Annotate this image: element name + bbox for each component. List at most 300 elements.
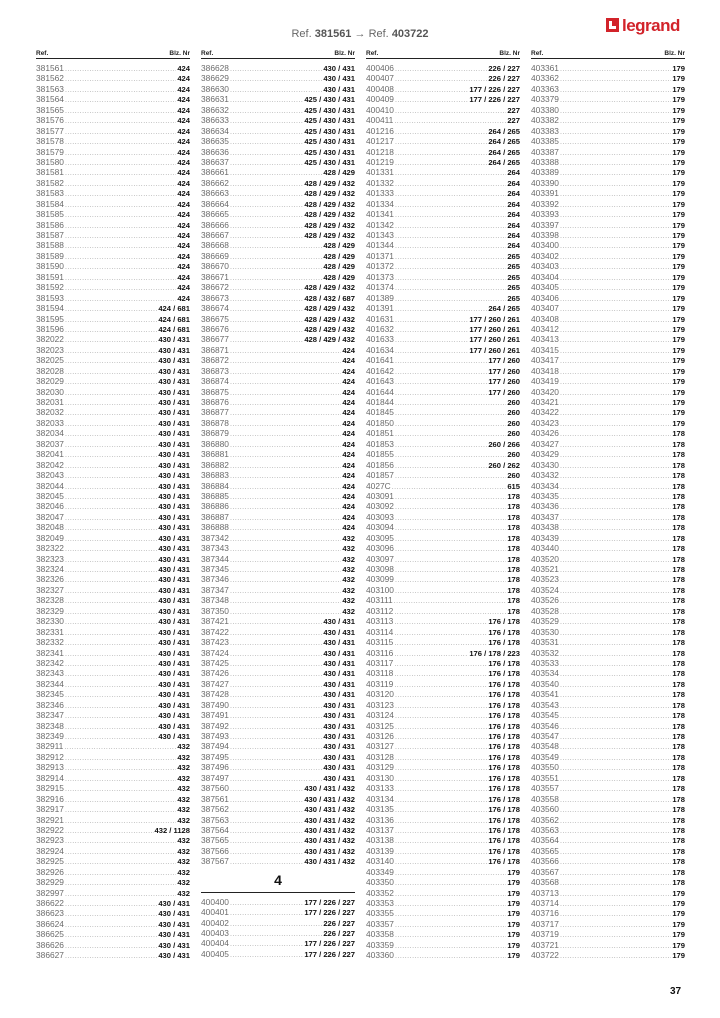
list-item xyxy=(366,815,520,825)
dot-leader xyxy=(395,274,506,284)
list-item xyxy=(366,522,520,532)
page-reference: 424 xyxy=(342,377,355,387)
range-arrow-icon: → xyxy=(354,28,366,40)
page-reference: 432 xyxy=(342,565,355,574)
dot-leader xyxy=(230,253,322,263)
reference-number: 401844 xyxy=(366,397,394,407)
dot-leader xyxy=(64,743,176,753)
dot-leader xyxy=(65,952,157,962)
list-item xyxy=(531,303,685,313)
list-item xyxy=(36,867,190,877)
dot-leader xyxy=(395,409,506,419)
reference-number: 403526 xyxy=(531,595,559,606)
list-item xyxy=(201,752,355,762)
list-item xyxy=(531,606,685,616)
list-item xyxy=(36,345,190,355)
reference-number: 401333 xyxy=(366,188,394,199)
page-reference: 179 xyxy=(672,345,685,355)
dot-leader xyxy=(230,409,341,419)
page-reference: 430 / 431 xyxy=(158,523,190,533)
page-reference: 424 xyxy=(177,199,190,209)
list-item xyxy=(36,825,190,835)
reference-number: 382328 xyxy=(36,595,64,606)
reference-column-1 xyxy=(36,48,190,961)
reference-number: 387563 xyxy=(201,814,229,825)
page-reference: 178 xyxy=(672,533,685,543)
reference-number: 403363 xyxy=(531,83,559,94)
list-item xyxy=(36,940,190,950)
reference-number: 403524 xyxy=(531,584,559,595)
reference-number: 386671 xyxy=(201,271,229,282)
page-reference: 178 xyxy=(672,805,685,815)
page-reference: 178 xyxy=(672,815,685,825)
page-reference: 178 xyxy=(672,648,685,658)
reference-number: 403523 xyxy=(531,574,559,585)
dot-leader xyxy=(230,848,303,858)
dot-leader xyxy=(65,190,176,200)
reference-number: 381582 xyxy=(36,177,64,188)
list-item xyxy=(366,157,520,167)
page-reference: 226 / 227 xyxy=(323,918,355,928)
list-item xyxy=(366,491,520,501)
reference-number: 386637 xyxy=(201,156,229,167)
page-reference: 428 / 429 / 432 xyxy=(304,314,355,324)
reference-number: 403438 xyxy=(531,522,559,533)
page-reference: 179 xyxy=(672,293,685,303)
list-item xyxy=(531,689,685,699)
page-reference: 265 xyxy=(507,251,520,261)
page-reference: 179 xyxy=(507,909,520,919)
dot-leader xyxy=(560,890,671,900)
dot-leader xyxy=(65,336,157,346)
reference-number: 403129 xyxy=(366,762,394,773)
dot-leader xyxy=(395,827,487,837)
reference-number: 401632 xyxy=(366,323,394,334)
list-item xyxy=(201,314,355,324)
reference-number: 403418 xyxy=(531,365,559,376)
dot-leader xyxy=(230,660,322,670)
list-item xyxy=(201,897,355,907)
list-item xyxy=(36,606,190,616)
dot-leader xyxy=(65,462,157,472)
reference-number: 403397 xyxy=(531,219,559,230)
reference-number: 403137 xyxy=(366,824,394,835)
list-item xyxy=(366,470,520,480)
dot-leader xyxy=(65,169,176,179)
page-reference: 424 xyxy=(177,147,190,157)
list-item xyxy=(201,543,355,553)
dot-leader xyxy=(230,284,303,294)
reference-number: 386629 xyxy=(201,73,229,84)
dot-leader xyxy=(392,483,507,493)
dot-leader xyxy=(395,743,487,753)
list-item xyxy=(366,637,520,647)
dot-leader xyxy=(230,357,341,367)
list-item xyxy=(201,773,355,783)
page-reference: 432 xyxy=(177,752,190,762)
page-reference: 430 / 431 xyxy=(323,638,355,648)
dot-leader xyxy=(230,639,322,649)
list-item xyxy=(366,648,520,658)
list-item xyxy=(201,606,355,616)
dot-leader xyxy=(65,775,176,785)
page-reference: 179 xyxy=(672,126,685,136)
dot-leader xyxy=(65,180,176,190)
column-header-page: Blz. Nr xyxy=(334,50,355,57)
list-item xyxy=(531,762,685,772)
dot-leader xyxy=(230,305,303,315)
dot-leader xyxy=(65,921,157,931)
dot-leader xyxy=(395,242,506,252)
dot-leader xyxy=(65,524,157,534)
dot-leader xyxy=(560,556,671,566)
reference-number: 401372 xyxy=(366,261,394,272)
list-item xyxy=(201,397,355,407)
dot-leader xyxy=(65,670,157,680)
page-reference: 428 / 429 / 432 xyxy=(304,304,355,314)
page-reference: 424 xyxy=(177,105,190,115)
column-header-ref: Ref. xyxy=(36,50,49,57)
page-reference: 176 / 178 xyxy=(488,679,520,689)
dot-leader xyxy=(395,785,487,795)
reference-number: 403139 xyxy=(366,845,394,856)
column-header-page: Blz. Nr xyxy=(499,50,520,57)
reference-number: 386676 xyxy=(201,323,229,334)
page-reference: 178 xyxy=(672,825,685,835)
list-item xyxy=(531,230,685,240)
reference-number: 386885 xyxy=(201,490,229,501)
list-item xyxy=(531,501,685,511)
list-item xyxy=(36,564,190,574)
dot-leader xyxy=(230,556,341,566)
list-item xyxy=(36,700,190,710)
reference-number: 387493 xyxy=(201,731,229,741)
dot-leader xyxy=(560,618,671,628)
page-reference: 424 xyxy=(342,429,355,439)
dot-leader xyxy=(65,764,176,774)
reference-number: 403096 xyxy=(366,543,394,554)
page-reference: 430 / 431 xyxy=(323,64,355,73)
page-reference: 178 xyxy=(672,565,685,574)
reference-number: 381585 xyxy=(36,209,64,220)
page-reference: 176 / 178 xyxy=(488,752,520,762)
dot-leader xyxy=(395,263,506,273)
list-item xyxy=(366,387,520,397)
dot-leader xyxy=(65,75,176,85)
page-reference: 432 xyxy=(177,836,190,846)
reference-number: 386622 xyxy=(36,898,64,908)
list-item xyxy=(36,366,190,376)
page-reference: 179 xyxy=(672,231,685,240)
reference-number: 386669 xyxy=(201,250,229,261)
reference-number: 403098 xyxy=(366,564,394,574)
page-reference: 430 / 431 xyxy=(158,732,190,741)
list-item xyxy=(36,334,190,344)
reference-number: 381583 xyxy=(36,188,64,199)
reference-number: 386879 xyxy=(201,428,229,439)
reference-number: 403379 xyxy=(531,94,559,105)
list-item xyxy=(531,324,685,334)
reference-number: 381565 xyxy=(36,104,64,115)
list-item xyxy=(201,334,355,344)
page-reference: 428 / 429 / 432 xyxy=(304,283,355,293)
list-item xyxy=(201,94,355,104)
dot-leader xyxy=(230,670,322,680)
list-item xyxy=(366,700,520,710)
page-reference: 430 / 431 xyxy=(323,84,355,94)
list-item xyxy=(531,804,685,814)
page-reference: 424 xyxy=(177,84,190,94)
page-reference: 178 xyxy=(672,439,685,449)
page-reference: 430 / 431 / 432 xyxy=(304,794,355,804)
page-reference: 176 / 178 xyxy=(488,857,520,867)
reference-number: 403099 xyxy=(366,574,394,585)
reference-number: 401219 xyxy=(366,156,394,167)
page-reference: 178 xyxy=(672,742,685,752)
list-item xyxy=(531,898,685,908)
page-reference: 430 / 431 xyxy=(323,669,355,679)
list-item xyxy=(531,627,685,637)
dot-leader xyxy=(230,629,322,639)
page-reference: 265 xyxy=(507,293,520,303)
dot-leader xyxy=(560,858,671,868)
dot-leader xyxy=(395,441,487,451)
page-reference: 430 / 431 xyxy=(158,377,190,387)
reference-number: 403530 xyxy=(531,626,559,637)
page-reference: 178 xyxy=(507,585,520,595)
list-item xyxy=(201,907,355,917)
reference-number: 403528 xyxy=(531,605,559,616)
list-item xyxy=(531,835,685,845)
page-reference: 430 / 431 xyxy=(158,940,190,950)
list-item xyxy=(531,387,685,397)
page-reference: 430 / 431 xyxy=(158,627,190,637)
page-reference: 424 xyxy=(342,491,355,501)
dot-leader xyxy=(230,65,322,75)
reference-number: 387344 xyxy=(201,553,229,564)
list-item xyxy=(531,773,685,783)
list-item xyxy=(36,846,190,856)
dot-leader xyxy=(560,493,671,503)
reference-number: 382042 xyxy=(36,459,64,470)
dot-leader xyxy=(560,743,671,753)
list-item xyxy=(36,689,190,699)
page-reference: 428 / 429 / 432 xyxy=(304,335,355,345)
reference-number: 403383 xyxy=(531,125,559,136)
dot-leader xyxy=(560,910,671,920)
reference-number: 403362 xyxy=(531,73,559,84)
page-reference: 430 / 431 xyxy=(158,387,190,397)
list-item xyxy=(201,157,355,167)
list-item xyxy=(201,794,355,804)
page-reference: 178 xyxy=(672,481,685,491)
reference-number: 403714 xyxy=(531,898,559,908)
reference-number: 403407 xyxy=(531,303,559,314)
reference-number: 400404 xyxy=(201,938,229,949)
list-item xyxy=(36,418,190,428)
list-item xyxy=(201,595,355,605)
page-reference: 178 xyxy=(672,679,685,689)
page-reference: 430 / 431 xyxy=(158,491,190,501)
dot-leader xyxy=(65,785,176,795)
reference-number: 387492 xyxy=(201,720,229,731)
page-reference: 178 xyxy=(507,565,520,574)
list-item xyxy=(531,877,685,887)
page-reference: 428 / 429 xyxy=(323,241,355,251)
list-item xyxy=(366,752,520,762)
list-item xyxy=(201,199,355,209)
reference-column-2 xyxy=(201,48,355,959)
page-reference: 428 / 429 xyxy=(323,272,355,282)
page-reference: 179 xyxy=(672,241,685,251)
list-item xyxy=(531,856,685,866)
dot-leader xyxy=(65,827,154,837)
dot-leader xyxy=(395,796,487,806)
reference-number: 403426 xyxy=(531,428,559,439)
reference-number: 382912 xyxy=(36,751,64,762)
list-item xyxy=(36,397,190,407)
reference-number: 403118 xyxy=(366,668,394,679)
page-reference: 179 xyxy=(672,283,685,293)
dot-leader xyxy=(65,201,176,211)
reference-number: 386632 xyxy=(201,104,229,115)
list-item xyxy=(201,668,355,678)
dot-leader xyxy=(230,796,303,806)
dot-leader xyxy=(560,472,671,482)
list-item xyxy=(531,700,685,710)
reference-number: 387564 xyxy=(201,824,229,835)
page-reference: 178 xyxy=(507,554,520,564)
page-reference: 179 xyxy=(507,867,520,877)
list-item xyxy=(201,491,355,501)
list-item xyxy=(531,522,685,532)
reference-number: 386886 xyxy=(201,501,229,512)
dot-leader xyxy=(560,952,671,962)
reference-number: 381578 xyxy=(36,136,64,147)
dot-leader xyxy=(230,909,303,919)
list-item xyxy=(531,491,685,501)
reference-number: 382332 xyxy=(36,637,64,648)
page-reference: 179 xyxy=(507,878,520,888)
dot-leader xyxy=(560,222,671,232)
reference-number: 403564 xyxy=(531,835,559,846)
dot-leader xyxy=(230,576,341,586)
dot-leader xyxy=(230,650,322,660)
list-item xyxy=(366,94,520,104)
list-item xyxy=(36,439,190,449)
page-reference: 179 xyxy=(507,940,520,950)
dot-leader xyxy=(65,493,157,503)
page-reference: 428 / 429 / 432 xyxy=(304,199,355,209)
list-item xyxy=(531,366,685,376)
dot-leader xyxy=(560,733,671,743)
page-reference: 227 xyxy=(507,105,520,115)
dot-leader xyxy=(65,274,176,284)
list-item xyxy=(366,366,520,376)
reference-number: 381587 xyxy=(36,230,64,240)
reference-number: 382346 xyxy=(36,699,64,710)
page-reference: 179 xyxy=(672,178,685,188)
dot-leader xyxy=(560,921,671,931)
page-reference: 177 / 226 / 227 xyxy=(304,908,355,918)
dot-leader xyxy=(230,138,303,148)
dot-leader xyxy=(230,75,322,85)
page-reference: 424 xyxy=(177,251,190,261)
page-reference: 178 xyxy=(672,606,685,616)
list-item xyxy=(366,616,520,626)
list-item xyxy=(36,585,190,595)
page-reference: 428 / 429 / 432 xyxy=(304,324,355,334)
reference-number: 403114 xyxy=(366,626,394,637)
column-header-page: Blz. Nr xyxy=(169,50,190,57)
page-reference: 178 xyxy=(672,732,685,741)
dot-leader xyxy=(395,326,468,336)
list-item xyxy=(201,918,355,928)
list-item xyxy=(366,877,520,887)
reference-number: 400405 xyxy=(201,948,229,959)
list-item xyxy=(531,470,685,480)
reference-number: 381584 xyxy=(36,198,64,209)
dot-leader xyxy=(560,441,671,451)
page-reference: 432 xyxy=(177,784,190,794)
dot-leader xyxy=(395,128,487,138)
dot-leader xyxy=(230,472,341,482)
reference-number: 382031 xyxy=(36,397,64,407)
reference-number: 386661 xyxy=(201,167,229,178)
page-reference: 227 xyxy=(507,116,520,126)
dot-leader xyxy=(560,681,671,691)
dot-leader xyxy=(65,712,157,722)
reference-number: 386882 xyxy=(201,459,229,470)
dot-leader xyxy=(230,681,322,691)
list-item xyxy=(531,564,685,574)
page-reference: 424 xyxy=(177,189,190,199)
page-reference: 177 / 260 / 261 xyxy=(469,335,520,345)
dot-leader xyxy=(230,336,303,346)
page-reference: 432 xyxy=(177,742,190,752)
list-item xyxy=(36,919,190,929)
page-reference: 177 / 226 / 227 xyxy=(304,939,355,949)
dot-leader xyxy=(65,389,157,399)
list-item xyxy=(531,867,685,877)
list-item xyxy=(201,303,355,313)
list-item xyxy=(201,470,355,480)
list-item xyxy=(36,73,190,83)
dot-leader xyxy=(560,691,671,701)
page-reference: 430 / 431 xyxy=(158,700,190,710)
dot-leader xyxy=(65,117,176,127)
reference-number: 382922 xyxy=(36,824,64,835)
reference-number: 403100 xyxy=(366,584,394,595)
dot-leader xyxy=(395,389,487,399)
list-item xyxy=(36,199,190,209)
list-item xyxy=(366,846,520,856)
dot-leader xyxy=(560,524,671,534)
dot-leader xyxy=(65,326,157,336)
page-reference: 430 / 431 xyxy=(158,533,190,543)
list-item xyxy=(36,282,190,292)
reference-number: 403119 xyxy=(366,678,394,689)
reference-number: 403719 xyxy=(531,929,559,940)
list-item xyxy=(531,658,685,668)
list-item xyxy=(36,105,190,115)
list-item xyxy=(201,648,355,658)
reference-number: 382322 xyxy=(36,543,64,554)
page-reference: 178 xyxy=(672,846,685,856)
dot-leader xyxy=(395,723,487,733)
page-reference: 179 xyxy=(672,251,685,261)
list-item xyxy=(366,397,520,407)
